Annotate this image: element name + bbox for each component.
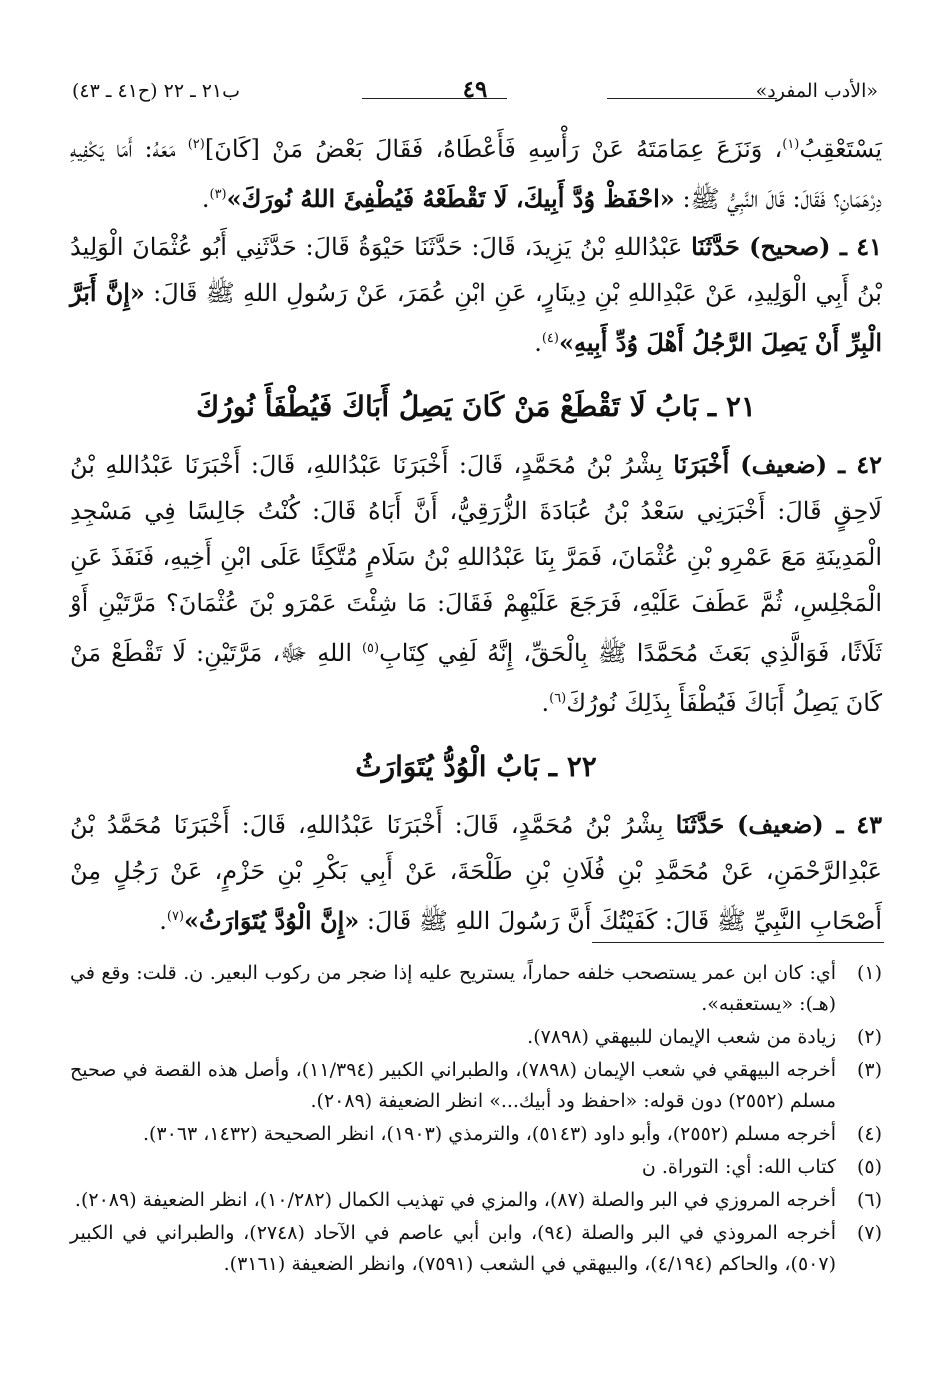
running-head (72, 78, 878, 108)
footnote-number: (٦) (856, 1189, 882, 1211)
footnote-item (70, 1185, 882, 1216)
footnote-ref[interactable]: (١) (782, 137, 800, 152)
footnote-ref[interactable]: (٤) (541, 331, 559, 346)
footnote-text: أخرجه مسلم (٢٥٥٢)، وأبو داود (٥١٤٣)، والترمذي (١٩٠٣)، انظر الصحيحة (١٤٣٢، ٣٠٦٣). (142, 1123, 836, 1145)
prophetic-quote: «إِنَّ أَبَرَّ الْبِرِّ أَنْ يَصِلَ الرَّجُلُ أَهْلَ وُدِّ أَبِيهِ» (70, 278, 882, 357)
footnote-ref[interactable]: (٣) (209, 187, 227, 202)
footnote-item (70, 1152, 882, 1183)
footnote-number: (٧) (856, 1222, 882, 1244)
hadith-grade: (ضعيف) (737, 810, 824, 839)
footnote-number: (٤) (856, 1123, 882, 1145)
footnote-item (70, 1119, 882, 1150)
footnote-ref[interactable]: (٥) (361, 641, 380, 656)
footnote-separator (592, 942, 884, 943)
text-segment: يَسْتَعْقِبُ (799, 135, 882, 163)
header-rule (362, 98, 507, 99)
footnote-item (70, 958, 882, 1020)
footnote-item (70, 1022, 882, 1053)
hadith-text: اللهِ ﷻ، مَرَّتَيْنِ: لَا تَقْطَعْ مَنْ كَانَ يَصِلُ أَبَاكَ فَيُطْفَأَ بِذَلِكَ نُورُكَ (70, 639, 882, 717)
hadith-text: بِشْرُ بْنُ مُحَمَّدٍ، قَالَ: أَخْبَرَنَا عَبْدُاللهِ، قَالَ: أَخْبَرَنَا عَبْدُاللهِ بْنُ لَاحِقٍ قَالَ: أَخْبَرَنِي سَعْدُ بْنُ عُبَادَةَ الزُّرَقِيُّ، أَنَّ أَبَاهُ قَالَ: كُنْتُ جَالِسًا فِي مَسْجِدِ الْمَدِينَةِ مَعَ عَمْرِو بْنِ عُثْمَانَ، فَمَرَّ بِنَا عَبْدُاللهِ بْنُ سَلَامٍ مُتَّكِئًا عَلَى ابْنِ أَخِيهِ، فَنَفَذَ عَنِ الْمَجْلِسِ، ثُمَّ عَطَفَ عَلَيْهِ، فَرَجَعَ عَلَيْهِمْ فَقَالَ: مَا شِئْتَ عَمْرَو بْنَ عُثْمَانَ؟ مَرَّتَيْنِ أَوْ ثَلَاثًا، فَوَالَّذِي بَعَثَ مُحَمَّدًا ﷺ بِالْحَقِّ، إِنَّهُ لَفِي كِتَابِ (70, 451, 883, 667)
footnote-number: (٢) (856, 1026, 882, 1048)
section-reference: ب٢١ ـ ٢٢ (ح٤١ ـ ٤٣) (72, 80, 241, 102)
prophetic-quote: «إِنَّ الْوُدَّ يُتَوَارَثُ» (184, 906, 360, 935)
hadith-number: ٤١ ـ (830, 232, 882, 261)
footnote-number: (٣) (856, 1059, 882, 1081)
footnote-number: (٥) (856, 1156, 882, 1178)
footnote-item (70, 1218, 882, 1280)
chapter-heading-22: ٢٢ ـ بَابٌ الْوُدُّ يُتَوَارَثُ (355, 750, 597, 783)
footnote-text: أخرجه البيهقي في شعب الإيمان (٧٨٩٨)، والطبراني الكبير (١١/٣٩٤)، وأصل هذه القصة في صحيح مسلم (٢٥٥٢) دون قوله: «احفظ ود أبيك...» انظر الضعيفة (٢٠٨٩). (70, 1059, 836, 1112)
hadith-grade: (صحيح) (749, 232, 831, 261)
footnote-number: (١) (856, 962, 882, 984)
prophetic-quote: «احْفَظْ وُدَّ أَبِيكَ، لَا تَقْطَعْهُ فَيُطْفِئَ اللهُ نُورَكَ» (226, 184, 675, 213)
footnote-text: كتاب الله: أي: التوراة. ن (641, 1156, 836, 1178)
chapter-heading-21: ٢١ ـ بَابُ لَا تَقْطَعْ مَنْ كَانَ يَصِلُ أَبَاكَ فَيُطْفَأَ نُورُكَ (196, 390, 756, 423)
hadith-number: ٤٣ ـ (823, 810, 882, 839)
footnote-ref[interactable]: (٦) (549, 691, 567, 706)
hadith-text: عَبْدُاللهِ بْنُ يَزِيدَ، قَالَ: حَدَّثَنَا حَيْوَةُ قَالَ: حَدَّثَنِي أَبُو عُثْمَانَ الْوَلِيدُ بْنُ أَبِي الْوَلِيدِ، عَنْ عَبْدِاللهِ بْنِ دِينَارٍ، عَنِ ابْنِ عُمَرَ، عَنْ رَسُولِ اللهِ ﷺ قَالَ: (70, 233, 882, 307)
text-segment: مَعَهُ: أَمَا يَكْفِيهِ دِرْهَمَانِ؟ فَقَالَ: قَالَ النَّبِيُّ ﷺ: (70, 135, 882, 213)
hadith-42 (70, 442, 882, 726)
continuation-paragraph (70, 122, 882, 222)
header-rule (607, 98, 777, 99)
book-title: «الأدب المفرد» (755, 80, 878, 102)
page-number: ٤٩ (462, 76, 488, 103)
footnote-ref[interactable]: (٧) (166, 909, 185, 924)
text-segment: . (541, 689, 550, 717)
text-segment: . (201, 185, 210, 213)
hadith-lead: أَخْبَرَنَا (673, 450, 741, 479)
hadith-41 (70, 224, 882, 366)
hadith-grade: (ضعيف) (740, 450, 828, 479)
footnote-text: أي: كان ابن عمر يستصحب خلفه حماراً، يستريح عليه إذا ضجر من ركوب البعير. ن. قلت: وقع في (هـ): «يستعقبه». (70, 962, 836, 1015)
hadith-number: ٤٢ ـ (827, 450, 882, 479)
text-segment: . (534, 329, 542, 357)
hadith-lead: حَدَّثَنَا (675, 810, 738, 839)
footnote-item (70, 1055, 882, 1117)
main-text (70, 122, 882, 944)
footnote-ref[interactable]: (٢) (187, 137, 205, 152)
hadith-lead: حَدَّثَنَا (691, 232, 750, 261)
footnote-text: زيادة من شعب الإيمان للبيهقي (٧٨٩٨). (527, 1026, 836, 1048)
text-segment: . (159, 907, 167, 935)
hadith-43 (70, 802, 882, 944)
text-segment: ، وَنَزَعَ عِمَامَتَهُ عَنْ رَأْسِهِ فَأَعْطَاهُ، فَقَالَ بَعْضُ مَنْ [كَانَ] (204, 135, 783, 163)
hadith-text: بِشْرُ بْنُ مُحَمَّدٍ، قَالَ: أَخْبَرَنَا عَبْدُاللهِ، قَالَ: أَخْبَرَنَا مُحَمَّدُ بْنُ عَبْدِالرَّحْمَنِ، عَنْ مُحَمَّدِ بْنِ فُلَانِ بْنِ طَلْحَةَ، عَنْ أَبِي بَكْرِ بْنِ حَزْمٍ، عَنْ رَجُلٍ مِنْ أَصْحَابِ النَّبِيِّ ﷺ قَالَ: كَفَيْتُكَ أَنَّ رَسُولَ اللهِ ﷺ قَالَ: (70, 811, 882, 935)
footnotes (70, 958, 882, 1282)
footnote-text: أخرجه المروزي في البر والصلة (٨٧)، والمزي في تهذيب الكمال (١٠/٢٨٢)، انظر الضعيفة (٢٠٨٩). (74, 1189, 836, 1211)
footnote-text: أخرجه المروذي في البر والصلة (٩٤)، وابن أبي عاصم في الآحاد (٢٧٤٨)، والطبراني في الكبير (٥٠٧)، والحاكم (٤/١٩٤)، والبيهقي في الشعب (٧٥٩١)، وانظر الضعيفة (٣١٦١). (70, 1222, 837, 1275)
